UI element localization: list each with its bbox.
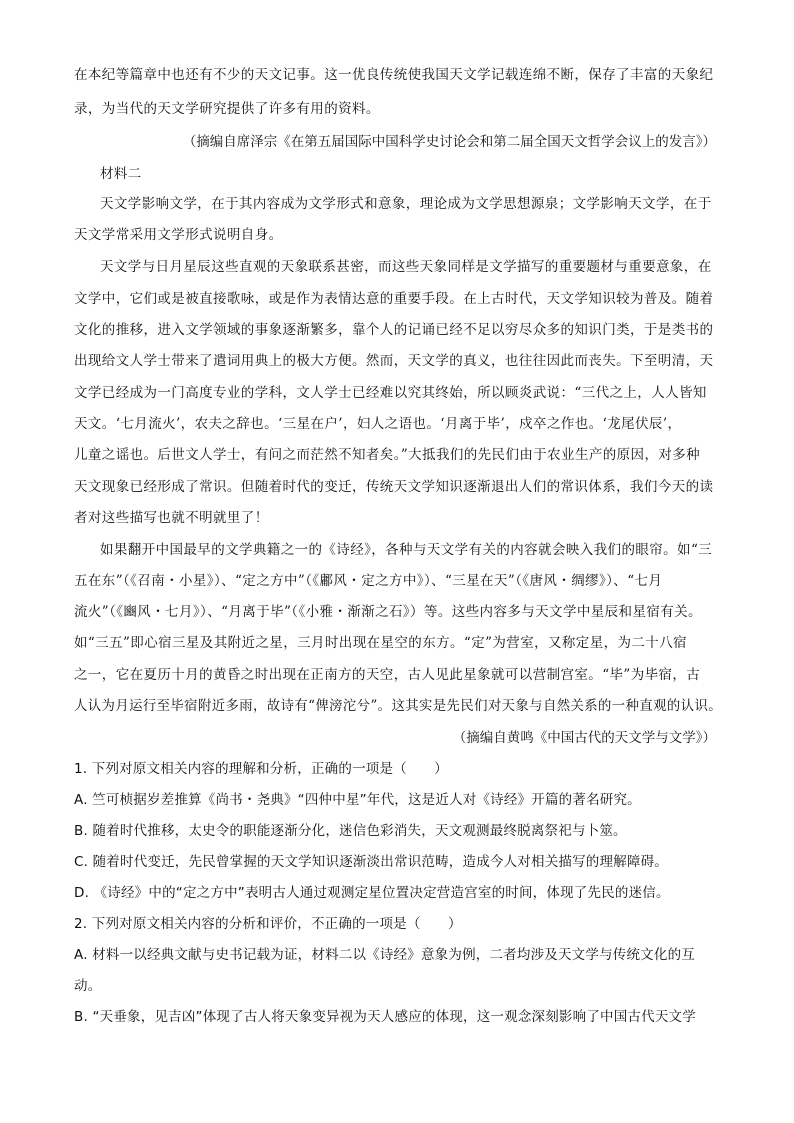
material2-p3-line: 人认为月运行至毕宿附近多雨，故诗有“俾滂沱兮”。这其实是先民们对天象与自然关系的一种直观的认识。 <box>74 698 722 714</box>
material2-p3-line: 之一，它在夏历十月的黄昏之时出现在正南方的天空，古人见此星象就可以营制宫室。“毕”为毕宿，古 <box>74 667 701 683</box>
question-2-stem: 2. 下列对原文相关内容的分析和评价，不正确的一项是（ ） <box>74 916 462 932</box>
material2-p3-line: 如“三五”即心宿三星及其附近之星，三月时出现在星空的东方。“定”为营室，又称定星，为二十八宿 <box>74 635 688 651</box>
question-2-option-a: A. 材料一以经典文献与史书记载为证，材料二以《诗经》意象为例，二者均涉及天文学与传统文化的互 <box>74 947 695 963</box>
question-1-stem: 1. 下列对原文相关内容的理解和分析，正确的一项是（ ） <box>74 761 448 777</box>
material2-p3-line: 五在东”（《召南・小星》）、“定之方中”（《鄘风・定之方中》）、“三星在天”（《唐风・绸缪》）、“七月 <box>74 573 663 589</box>
question-1-option-d: D. 《诗经》中的“定之方中”表明古人通过观测定星位置决定营造宫室的时间，体现了先民的迷信。 <box>74 885 670 901</box>
material2-p3-line: 如果翻开中国最早的文学典籍之一的《诗经》，各种与天文学有关的内容就会映入我们的眼帘。如“三 <box>100 542 713 558</box>
material1-line-2: 录，为当代的天文学研究提供了许多有用的资料。 <box>74 101 380 117</box>
material2-heading: 材料二 <box>100 166 142 182</box>
material2-p2-line: 文学中，它们或是被直接歌咏，或是作为表情达意的重要手段。在上古时代，天文学知识较为普及。随着 <box>74 291 714 307</box>
material2-p2-line: 天文现象已经形成了常识。但随着时代的变迁，传统天文学知识逐渐退出人们的常识体系，我们今天的读 <box>74 479 714 495</box>
question-1-option-a: A. 竺可桢据岁差推算《尚书・尧典》“四仲中星”年代，这是近人对《诗经》开篇的著名研究。 <box>74 792 641 808</box>
material2-p2-line: 出现给文人学士带来了遣词用典上的极大方便。然而，天文学的真义，也往往因此而丧失。下至明清，天 <box>74 353 714 369</box>
material1-source: （摘编自席泽宗《在第五届国际中国科学史讨论会和第二届全国天文哲学会议上的发言》） <box>182 134 716 150</box>
material2-p1-line: 天文学常采用文学形式说明自身。 <box>74 227 283 243</box>
question-2-option-a-cont: 动。 <box>74 978 102 994</box>
material2-p2-line: 天文。‘七月流火’，农夫之辞也。‘三星在户’，妇人之语也。‘月离于毕’，戍卒之作也。‘龙尾伏辰’， <box>74 416 682 432</box>
material2-p2-line: 儿童之谣也。后世文人学士，有问之而茫然不知者矣。”大抵我们的先民们由于农业生产的原因，对多种 <box>74 447 701 463</box>
material2-source: （摘编自黄鸣《中国古代的天文学与文学》） <box>452 730 716 746</box>
material2-p2-line: 文学已经成为一门高度专业的学科，文人学士已经难以究其终始，所以顾炎武说：“三代之上，人人皆知 <box>74 385 707 401</box>
material1-line-1: 在本纪等篇章中也还有不少的天文记事。这一优良传统使我国天文学记载连绵不断，保存了丰富的天象纪 <box>74 67 714 83</box>
material2-p2-line: 天文学与日月星辰这些直观的天象联系甚密，而这些天象同样是文学描写的重要题材与重要意象，在 <box>100 259 712 275</box>
question-2-option-b: B. “天垂象，见吉凶”体现了古人将天象变异视为天人感应的体现，这一观念深刻影响了中国古代天文学 <box>74 1009 696 1025</box>
material2-p3-line: 流火”（《豳风・七月》）、“月离于毕”（《小雅・渐渐之石》）等。这些内容多与天文学中星辰和星宿有关。 <box>74 604 702 620</box>
question-1-option-b: B. 随着时代推移，太史令的职能逐渐分化，迷信色彩消失，天文观测最终脱离祭祀与卜筮。 <box>74 823 627 839</box>
material2-p1-line: 天文学影响文学，在于其内容成为文学形式和意象，理论成为文学思想源泉；文学影响天文学，在于 <box>100 196 712 212</box>
question-1-option-c: C. 随着时代变迁，先民曾掌握的天文学知识逐渐淡出常识范畴，造成今人对相关描写的理解障碍。 <box>74 854 669 870</box>
material2-p2-line: 文化的推移，进入文学领域的事象逐渐繁多，靠个人的记诵已经不足以穷尽众多的知识门类，于是类书的 <box>74 322 714 338</box>
material2-p2-line: 者对这些描写也就不明就里了！ <box>74 510 269 526</box>
